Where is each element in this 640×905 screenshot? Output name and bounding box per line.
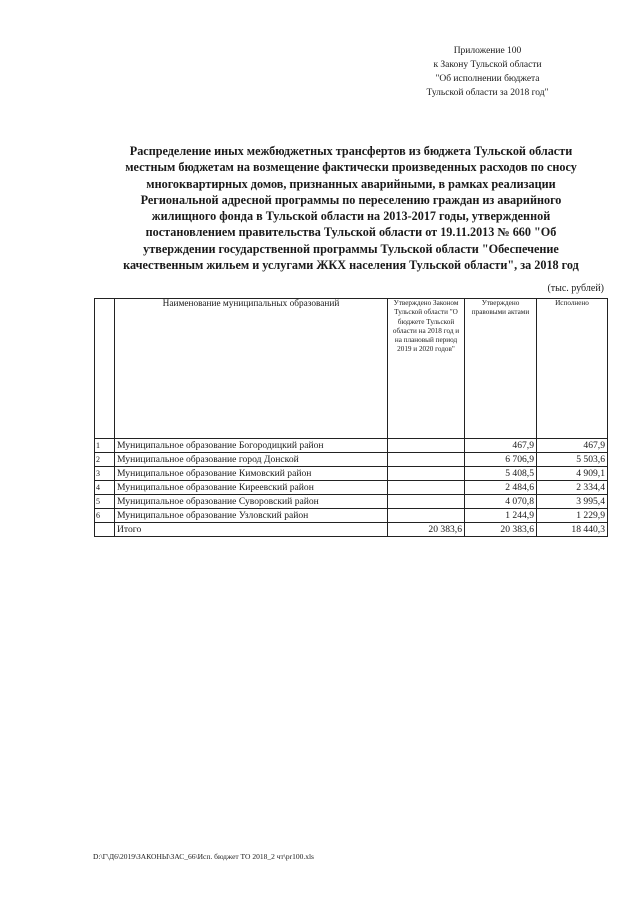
row-executed: 467,9	[537, 439, 608, 453]
row-name: Муниципальное образование Киреевский район	[115, 481, 388, 495]
total-executed: 18 440,3	[537, 523, 608, 537]
row-index: 6	[95, 509, 115, 523]
row-law	[388, 453, 465, 467]
row-name: Муниципальное образование Узловский район	[115, 509, 388, 523]
row-name: Муниципальное образование Богородицкий район	[115, 439, 388, 453]
row-index: 5	[95, 495, 115, 509]
row-acts: 4 070,8	[465, 495, 537, 509]
table-header-row	[95, 299, 608, 439]
units-label: (тыс. рублей)	[547, 283, 604, 294]
table-row	[95, 495, 608, 509]
row-index: 4	[95, 481, 115, 495]
title-line: качественным жильем и услугами ЖКХ населения Тульской области", за 2018 год	[123, 258, 579, 273]
header-executed: Исполнено	[537, 299, 608, 439]
title-line: местным бюджетам на возмещение фактически произведенных расходов по сносу	[125, 160, 577, 175]
appendix-line: к Закону Тульской области	[433, 60, 542, 70]
table-row	[95, 439, 608, 453]
row-executed: 5 503,6	[537, 453, 608, 467]
table-row	[95, 453, 608, 467]
row-acts: 467,9	[465, 439, 537, 453]
table-total-row	[95, 523, 608, 537]
row-acts: 6 706,9	[465, 453, 537, 467]
row-index: 3	[95, 467, 115, 481]
row-law	[388, 467, 465, 481]
row-acts: 1 244,9	[465, 509, 537, 523]
row-executed: 4 909,1	[537, 467, 608, 481]
title-line: многоквартирных домов, признанных аварийными, в рамках реализации	[146, 176, 556, 191]
title-line: Региональной адресной программы по переселению граждан из аварийного	[140, 192, 562, 207]
table-row	[95, 467, 608, 481]
row-index: 2	[95, 453, 115, 467]
title-line: утверждении государственной программы Тульской области "Обеспечение	[143, 241, 559, 256]
title-line: жилищного фонда в Тульской области на 2013-2017 годы, утвержденной	[151, 209, 551, 224]
header-approved-law: Утверждено Законом Тульской области "О бюджете Тульской области на 2018 год и на плановый период 2019 и 2020 годов"	[388, 299, 465, 439]
header-index	[95, 299, 115, 439]
appendix-line: Приложение 100	[453, 46, 522, 56]
file-path-footer: D:\Г\Д6\2019\ЗАКОНЫ\ЗАС_66\Исп. бюджет ТО 2018_2 чт\pr100.xls	[93, 852, 314, 861]
row-law	[388, 481, 465, 495]
total-law: 20 383,6	[388, 523, 465, 537]
title-line: постановлением правительства Тульской области от 19.11.2013 № 660 "Об	[145, 225, 557, 240]
row-name: Муниципальное образование Суворовский район	[115, 495, 388, 509]
table-row	[95, 481, 608, 495]
total-index	[95, 523, 115, 537]
row-index: 1	[95, 439, 115, 453]
row-name: Муниципальное образование город Донской	[115, 453, 388, 467]
row-law	[388, 509, 465, 523]
table-row	[95, 509, 608, 523]
row-acts: 2 484,6	[465, 481, 537, 495]
title-line: Распределение иных межбюджетных трансфертов из бюджета Тульской области	[129, 144, 573, 158]
appendix-line: Тульской области за 2018 год"	[426, 88, 549, 98]
appendix-block	[400, 44, 575, 100]
row-law	[388, 495, 465, 509]
row-acts: 5 408,5	[465, 467, 537, 481]
row-executed: 3 995,4	[537, 495, 608, 509]
row-executed: 1 229,9	[537, 509, 608, 523]
transfers-table	[94, 298, 608, 537]
row-executed: 2 334,4	[537, 481, 608, 495]
total-acts: 20 383,6	[465, 523, 537, 537]
total-label: Итого	[115, 523, 388, 537]
header-approved-acts: Утверждено правовыми актами	[465, 299, 537, 439]
document-title	[92, 143, 610, 273]
appendix-line: "Об исполнении бюджета	[435, 74, 540, 84]
header-name: Наименование муниципальных образований	[115, 299, 388, 439]
row-name: Муниципальное образование Кимовский район	[115, 467, 388, 481]
row-law	[388, 439, 465, 453]
